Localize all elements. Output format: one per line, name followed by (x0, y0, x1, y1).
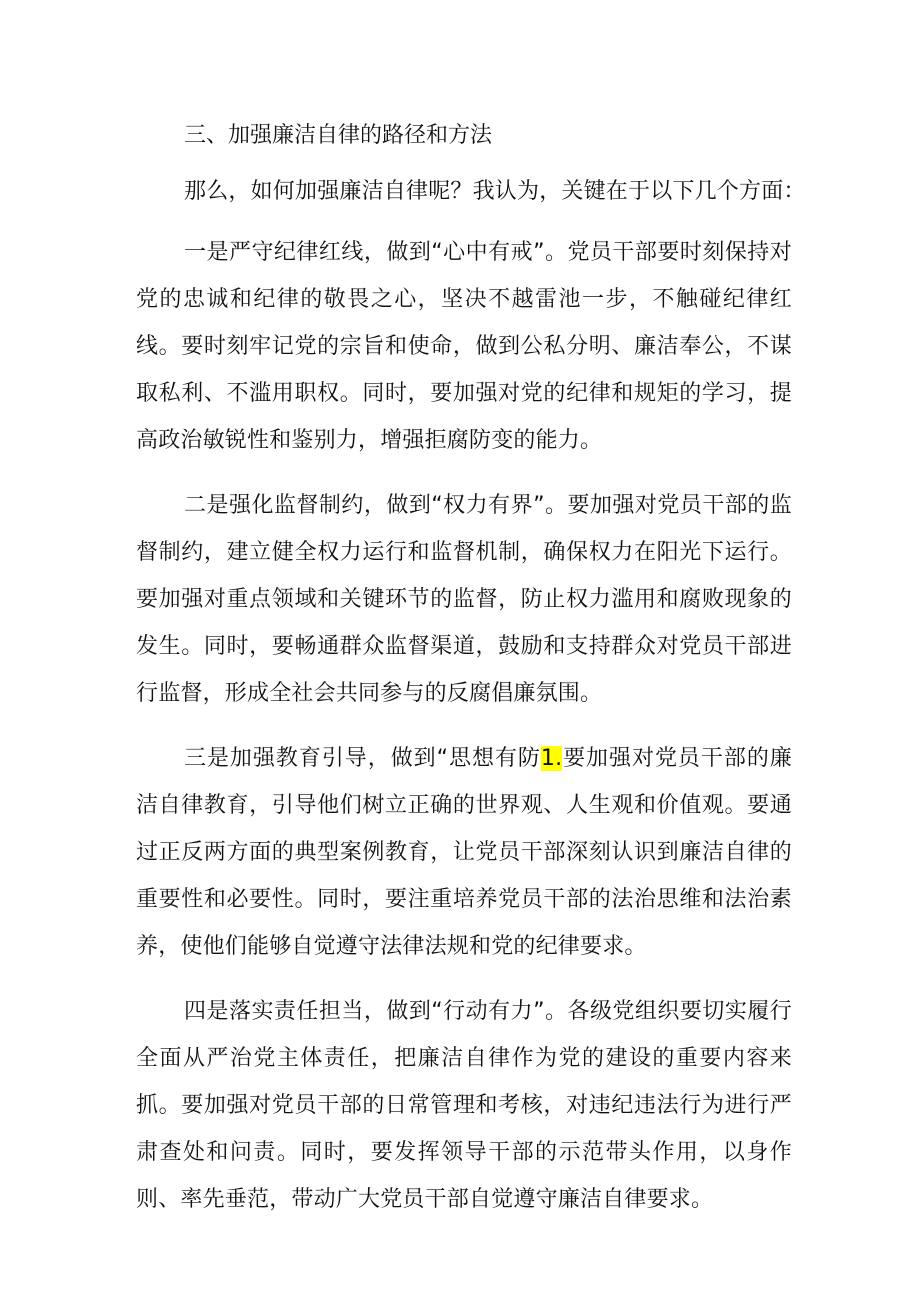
document-body (136, 112, 806, 1241)
paragraph-3-end: 要加强对党员干部的廉洁自律教育，引导他们树立正确的世界观、人生观和价值观。要通过正反两方面的典型案例教育，让党员干部深刻认识到廉洁自律的重要性和必要性。同时，要注重培养党员干部的法治思维和法治素养，使他们能够自觉遵守法律法规和党的纪律要求。 (136, 746, 792, 959)
section-heading: 三、加强廉洁自律的路径和方法 (184, 123, 493, 148)
paragraph-4: 四是落实责任担当，做到“行动有力”。各级党组织要切实履行全面从严治党主体责任，把廉洁自律作为党的建设的重要内容来抓。要加强对党员干部的日常管理和考核，对违纪违法行为进行严肃查处和问责。同时，要发挥领导干部的示范带头作用，以身作则、率先垂范，带动广大党员干部自觉遵守廉洁自律要求。 (136, 999, 792, 1212)
intro-paragraph: 那么，如何加强廉洁自律呢？我认为，关键在于以下几个方面： (184, 179, 806, 204)
paragraph-2: 二是强化监督制约，做到“权力有界”。要加强对党员干部的监督制约，建立健全权力运行和监督机制，确保权力在阳光下运行。要加强对重点领域和关键环节的监督，防止权力滥用和腐败现象的发生。同时，要畅通群众监督渠道，鼓励和支持群众对党员干部进行监督，形成全社会共同参与的反腐倡廉氛围。 (136, 493, 792, 706)
paragraph-3-start: 三是加强教育引导，做到“思想有防 (184, 746, 541, 771)
highlighted-text: 1. (540, 746, 563, 771)
paragraph-1: 一是严守纪律红线，做到“心中有戒”。党员干部要时刻保持对党的忠诚和纪律的敬畏之心，坚决不越雷池一步，不触碰纪律红线。要时刻牢记党的宗旨和使命，做到公私分明、廉洁奉公，不谋取私利、不滥用职权。同时，要加强对党的纪律和规矩的学习，提高政治敏锐性和鉴别力，增强拒腐防变的能力。 (136, 240, 792, 453)
paragraph-3 (136, 735, 792, 970)
